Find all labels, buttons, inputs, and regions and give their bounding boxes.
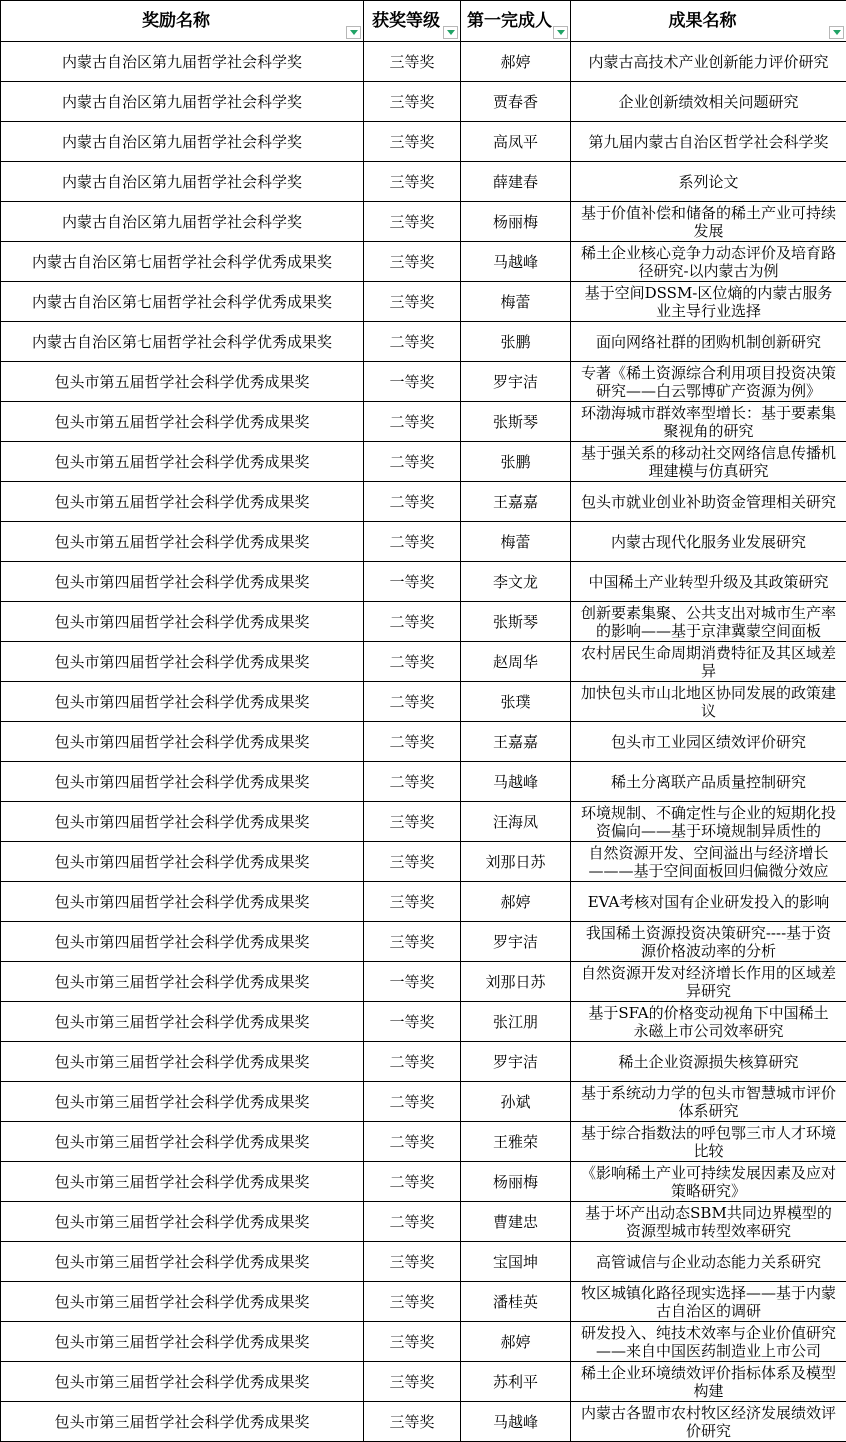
header-row [1, 1, 846, 42]
table-row [1, 1202, 846, 1242]
cell-award-level: 二等奖 [364, 482, 461, 522]
cell-result-name: 系列论文 [571, 162, 846, 202]
col-header-award-name [1, 1, 364, 42]
cell-first-person: 宝国坤 [461, 1242, 571, 1282]
table-row [1, 1322, 846, 1362]
col-header-first-person [461, 1, 571, 42]
cell-award-level: 一等奖 [364, 562, 461, 602]
table-row [1, 282, 846, 322]
cell-award-level: 二等奖 [364, 1082, 461, 1122]
cell-award-level: 三等奖 [364, 1242, 461, 1282]
cell-result-name: 稀土企业资源损失核算研究 [571, 1042, 846, 1082]
cell-award-level: 三等奖 [364, 202, 461, 242]
table-row [1, 802, 846, 842]
cell-result-name: 第九届内蒙古自治区哲学社会科学奖 [571, 122, 846, 162]
table-row [1, 362, 846, 402]
cell-award-level: 三等奖 [364, 242, 461, 282]
cell-award-name: 包头市第三届哲学社会科学优秀成果奖 [1, 1242, 364, 1282]
table-row [1, 1242, 846, 1282]
table-row [1, 602, 846, 642]
cell-result-name: 基于SFA的价格变动视角下中国稀土永磁上市公司效率研究 [571, 1002, 846, 1042]
cell-award-name: 包头市第四届哲学社会科学优秀成果奖 [1, 682, 364, 722]
cell-result-name: 中国稀土产业转型升级及其政策研究 [571, 562, 846, 602]
cell-award-level: 二等奖 [364, 682, 461, 722]
cell-first-person: 郝婷 [461, 1322, 571, 1362]
cell-award-level: 二等奖 [364, 1202, 461, 1242]
cell-result-name: 环渤海城市群效率型增长：基于要素集聚视角的研究 [571, 402, 846, 442]
col-header-label: 第一完成人 [467, 11, 552, 31]
cell-award-level: 一等奖 [364, 962, 461, 1002]
cell-result-name: 基于空间DSSM-区位熵的内蒙古服务业主导行业选择 [571, 282, 846, 322]
cell-award-name: 包头市第四届哲学社会科学优秀成果奖 [1, 802, 364, 842]
cell-award-level: 三等奖 [364, 1322, 461, 1362]
cell-result-name: 稀土企业环境绩效评价指标体系及模型构建 [571, 1362, 846, 1402]
cell-award-name: 包头市第三届哲学社会科学优秀成果奖 [1, 1122, 364, 1162]
filter-dropdown-icon [833, 30, 841, 35]
cell-result-name: 农村居民生命周期消费特征及其区域差异 [571, 642, 846, 682]
cell-award-level: 三等奖 [364, 1362, 461, 1402]
cell-first-person: 罗宇洁 [461, 362, 571, 402]
cell-first-person: 马越峰 [461, 762, 571, 802]
cell-award-name: 包头市第四届哲学社会科学优秀成果奖 [1, 642, 364, 682]
table-row [1, 1162, 846, 1202]
cell-result-name: 牧区城镇化路径现实选择——基于内蒙古自治区的调研 [571, 1282, 846, 1322]
cell-award-name: 包头市第三届哲学社会科学优秀成果奖 [1, 1082, 364, 1122]
cell-first-person: 苏利平 [461, 1362, 571, 1402]
cell-result-name: 自然资源开发、空间溢出与经济增长———基于空间面板回归偏微分效应 [571, 842, 846, 882]
table-row [1, 522, 846, 562]
cell-first-person: 马越峰 [461, 1402, 571, 1442]
cell-award-name: 内蒙古自治区第九届哲学社会科学奖 [1, 82, 364, 122]
cell-first-person: 刘那日苏 [461, 962, 571, 1002]
filter-button-award-name[interactable] [346, 26, 361, 39]
table-row [1, 402, 846, 442]
table-row [1, 442, 846, 482]
cell-result-name: 基于价值补偿和储备的稀土产业可持续发展 [571, 202, 846, 242]
cell-award-name: 内蒙古自治区第七届哲学社会科学优秀成果奖 [1, 282, 364, 322]
table-row [1, 842, 846, 882]
table-row [1, 962, 846, 1002]
cell-first-person: 郝婷 [461, 42, 571, 82]
table-row [1, 1002, 846, 1042]
table-row [1, 882, 846, 922]
table-row [1, 482, 846, 522]
table-row [1, 122, 846, 162]
cell-award-name: 包头市第五届哲学社会科学优秀成果奖 [1, 522, 364, 562]
cell-result-name: 内蒙古高技术产业创新能力评价研究 [571, 42, 846, 82]
filter-dropdown-icon [557, 30, 565, 35]
table-row [1, 1042, 846, 1082]
cell-result-name: 我国稀土资源投资决策研究----基于资源价格波动率的分析 [571, 922, 846, 962]
cell-result-name: 《影响稀土产业可持续发展因素及应对策略研究》 [571, 1162, 846, 1202]
cell-first-person: 张鹏 [461, 322, 571, 362]
cell-first-person: 李文龙 [461, 562, 571, 602]
cell-first-person: 刘那日苏 [461, 842, 571, 882]
table-row [1, 242, 846, 282]
cell-award-name: 包头市第五届哲学社会科学优秀成果奖 [1, 362, 364, 402]
cell-award-name: 内蒙古自治区第九届哲学社会科学奖 [1, 42, 364, 82]
cell-award-name: 内蒙古自治区第七届哲学社会科学优秀成果奖 [1, 242, 364, 282]
cell-result-name: 基于系统动力学的包头市智慧城市评价体系研究 [571, 1082, 846, 1122]
cell-award-level: 三等奖 [364, 1282, 461, 1322]
cell-result-name: 研发投入、纯技术效率与企业价值研究——来自中国医药制造业上市公司 [571, 1322, 846, 1362]
cell-award-name: 内蒙古自治区第七届哲学社会科学优秀成果奖 [1, 322, 364, 362]
table-row [1, 322, 846, 362]
cell-first-person: 贾春香 [461, 82, 571, 122]
cell-award-level: 一等奖 [364, 362, 461, 402]
cell-award-level: 一等奖 [364, 1002, 461, 1042]
cell-first-person: 孙斌 [461, 1082, 571, 1122]
cell-first-person: 罗宇洁 [461, 1042, 571, 1082]
cell-result-name: 自然资源开发对经济增长作用的区域差异研究 [571, 962, 846, 1002]
cell-result-name: 环境规制、不确定性与企业的短期化投资偏向——基于环境规制异质性的 [571, 802, 846, 842]
cell-award-level: 三等奖 [364, 882, 461, 922]
col-header-award-level [364, 1, 461, 42]
cell-result-name: 面向网络社群的团购机制创新研究 [571, 322, 846, 362]
cell-award-level: 二等奖 [364, 442, 461, 482]
cell-award-level: 二等奖 [364, 722, 461, 762]
cell-award-level: 三等奖 [364, 122, 461, 162]
table-row [1, 1282, 846, 1322]
cell-award-name: 包头市第三届哲学社会科学优秀成果奖 [1, 1002, 364, 1042]
col-header-label: 获奖等级 [372, 11, 440, 31]
cell-award-name: 包头市第四届哲学社会科学优秀成果奖 [1, 722, 364, 762]
cell-award-name: 包头市第五届哲学社会科学优秀成果奖 [1, 402, 364, 442]
cell-award-name: 包头市第三届哲学社会科学优秀成果奖 [1, 1322, 364, 1362]
cell-award-level: 三等奖 [364, 842, 461, 882]
table-row [1, 722, 846, 762]
cell-first-person: 张鹏 [461, 442, 571, 482]
cell-result-name: 专著《稀土资源综合利用项目投资决策研究——白云鄂博矿产资源为例》 [571, 362, 846, 402]
cell-award-name: 包头市第四届哲学社会科学优秀成果奖 [1, 842, 364, 882]
cell-award-name: 包头市第四届哲学社会科学优秀成果奖 [1, 922, 364, 962]
cell-award-level: 二等奖 [364, 1042, 461, 1082]
cell-award-name: 包头市第四届哲学社会科学优秀成果奖 [1, 562, 364, 602]
col-header-label: 奖励名称 [142, 11, 210, 31]
cell-award-level: 二等奖 [364, 402, 461, 442]
cell-award-name: 包头市第四届哲学社会科学优秀成果奖 [1, 602, 364, 642]
filter-button-result-name[interactable] [829, 26, 844, 39]
cell-first-person: 张斯琴 [461, 602, 571, 642]
cell-result-name: 内蒙古现代化服务业发展研究 [571, 522, 846, 562]
cell-award-level: 三等奖 [364, 922, 461, 962]
table-row [1, 1082, 846, 1122]
cell-result-name: 加快包头市山北地区协同发展的政策建议 [571, 682, 846, 722]
filter-dropdown-icon [447, 30, 455, 35]
cell-result-name: 基于综合指数法的呼包鄂三市人才环境比较 [571, 1122, 846, 1162]
table-row [1, 762, 846, 802]
cell-result-name: 企业创新绩效相关问题研究 [571, 82, 846, 122]
cell-first-person: 郝婷 [461, 882, 571, 922]
cell-first-person: 梅蕾 [461, 282, 571, 322]
cell-result-name: 基于强关系的移动社交网络信息传播机理建模与仿真研究 [571, 442, 846, 482]
cell-award-name: 包头市第三届哲学社会科学优秀成果奖 [1, 1362, 364, 1402]
cell-award-name: 包头市第四届哲学社会科学优秀成果奖 [1, 762, 364, 802]
cell-first-person: 张璞 [461, 682, 571, 722]
cell-result-name: 内蒙古各盟市农村牧区经济发展绩效评价研究 [571, 1402, 846, 1442]
cell-first-person: 王雅荣 [461, 1122, 571, 1162]
cell-first-person: 罗宇洁 [461, 922, 571, 962]
cell-first-person: 杨丽梅 [461, 1162, 571, 1202]
table-row [1, 202, 846, 242]
cell-award-level: 三等奖 [364, 802, 461, 842]
cell-award-name: 内蒙古自治区第九届哲学社会科学奖 [1, 122, 364, 162]
cell-award-name: 包头市第五届哲学社会科学优秀成果奖 [1, 442, 364, 482]
cell-result-name: 创新要素集聚、公共支出对城市生产率的影响——基于京津冀蒙空间面板 [571, 602, 846, 642]
cell-first-person: 高凤平 [461, 122, 571, 162]
cell-first-person: 马越峰 [461, 242, 571, 282]
cell-award-level: 二等奖 [364, 1122, 461, 1162]
table-row [1, 42, 846, 82]
filter-dropdown-icon [350, 30, 358, 35]
cell-award-level: 三等奖 [364, 42, 461, 82]
cell-award-level: 二等奖 [364, 522, 461, 562]
cell-first-person: 汪海凤 [461, 802, 571, 842]
cell-first-person: 杨丽梅 [461, 202, 571, 242]
table-row [1, 682, 846, 722]
cell-award-level: 三等奖 [364, 282, 461, 322]
cell-award-level: 二等奖 [364, 602, 461, 642]
cell-first-person: 张江朋 [461, 1002, 571, 1042]
cell-first-person: 王嘉嘉 [461, 482, 571, 522]
cell-award-name: 包头市第五届哲学社会科学优秀成果奖 [1, 482, 364, 522]
table-row [1, 1402, 846, 1442]
cell-result-name: 稀土企业核心竞争力动态评价及培育路径研究-以内蒙古为例 [571, 242, 846, 282]
cell-award-name: 包头市第三届哲学社会科学优秀成果奖 [1, 1202, 364, 1242]
cell-award-name: 包头市第三届哲学社会科学优秀成果奖 [1, 962, 364, 1002]
table-row [1, 642, 846, 682]
cell-award-name: 内蒙古自治区第九届哲学社会科学奖 [1, 202, 364, 242]
cell-award-name: 包头市第三届哲学社会科学优秀成果奖 [1, 1162, 364, 1202]
table-row [1, 82, 846, 122]
cell-award-name: 内蒙古自治区第九届哲学社会科学奖 [1, 162, 364, 202]
col-header-label: 成果名称 [669, 11, 737, 31]
cell-first-person: 曹建忠 [461, 1202, 571, 1242]
table-row [1, 1362, 846, 1402]
table-row [1, 922, 846, 962]
cell-award-name: 包头市第三届哲学社会科学优秀成果奖 [1, 1402, 364, 1442]
cell-result-name: 包头市工业园区绩效评价研究 [571, 722, 846, 762]
cell-first-person: 薛建春 [461, 162, 571, 202]
table-row [1, 1122, 846, 1162]
cell-result-name: 包头市就业创业补助资金管理相关研究 [571, 482, 846, 522]
filter-button-first-person[interactable] [553, 26, 568, 39]
cell-award-level: 三等奖 [364, 162, 461, 202]
cell-award-level: 二等奖 [364, 1162, 461, 1202]
cell-award-level: 三等奖 [364, 82, 461, 122]
cell-first-person: 王嘉嘉 [461, 722, 571, 762]
cell-result-name: 基于坏产出动态SBM共同边界模型的资源型城市转型效率研究 [571, 1202, 846, 1242]
cell-first-person: 赵周华 [461, 642, 571, 682]
cell-award-name: 包头市第三届哲学社会科学优秀成果奖 [1, 1282, 364, 1322]
cell-award-level: 二等奖 [364, 762, 461, 802]
cell-award-level: 三等奖 [364, 1402, 461, 1442]
cell-first-person: 梅蕾 [461, 522, 571, 562]
table-row [1, 162, 846, 202]
cell-award-level: 二等奖 [364, 322, 461, 362]
cell-award-name: 包头市第四届哲学社会科学优秀成果奖 [1, 882, 364, 922]
cell-result-name: EVA考核对国有企业研发投入的影响 [571, 882, 846, 922]
cell-award-name: 包头市第三届哲学社会科学优秀成果奖 [1, 1042, 364, 1082]
cell-first-person: 张斯琴 [461, 402, 571, 442]
filter-button-award-level[interactable] [443, 26, 458, 39]
table-row [1, 562, 846, 602]
cell-award-level: 二等奖 [364, 642, 461, 682]
col-header-result-name [571, 1, 846, 42]
cell-result-name: 高管诚信与企业动态能力关系研究 [571, 1242, 846, 1282]
cell-result-name: 稀土分离联产品质量控制研究 [571, 762, 846, 802]
cell-first-person: 潘桂英 [461, 1282, 571, 1322]
